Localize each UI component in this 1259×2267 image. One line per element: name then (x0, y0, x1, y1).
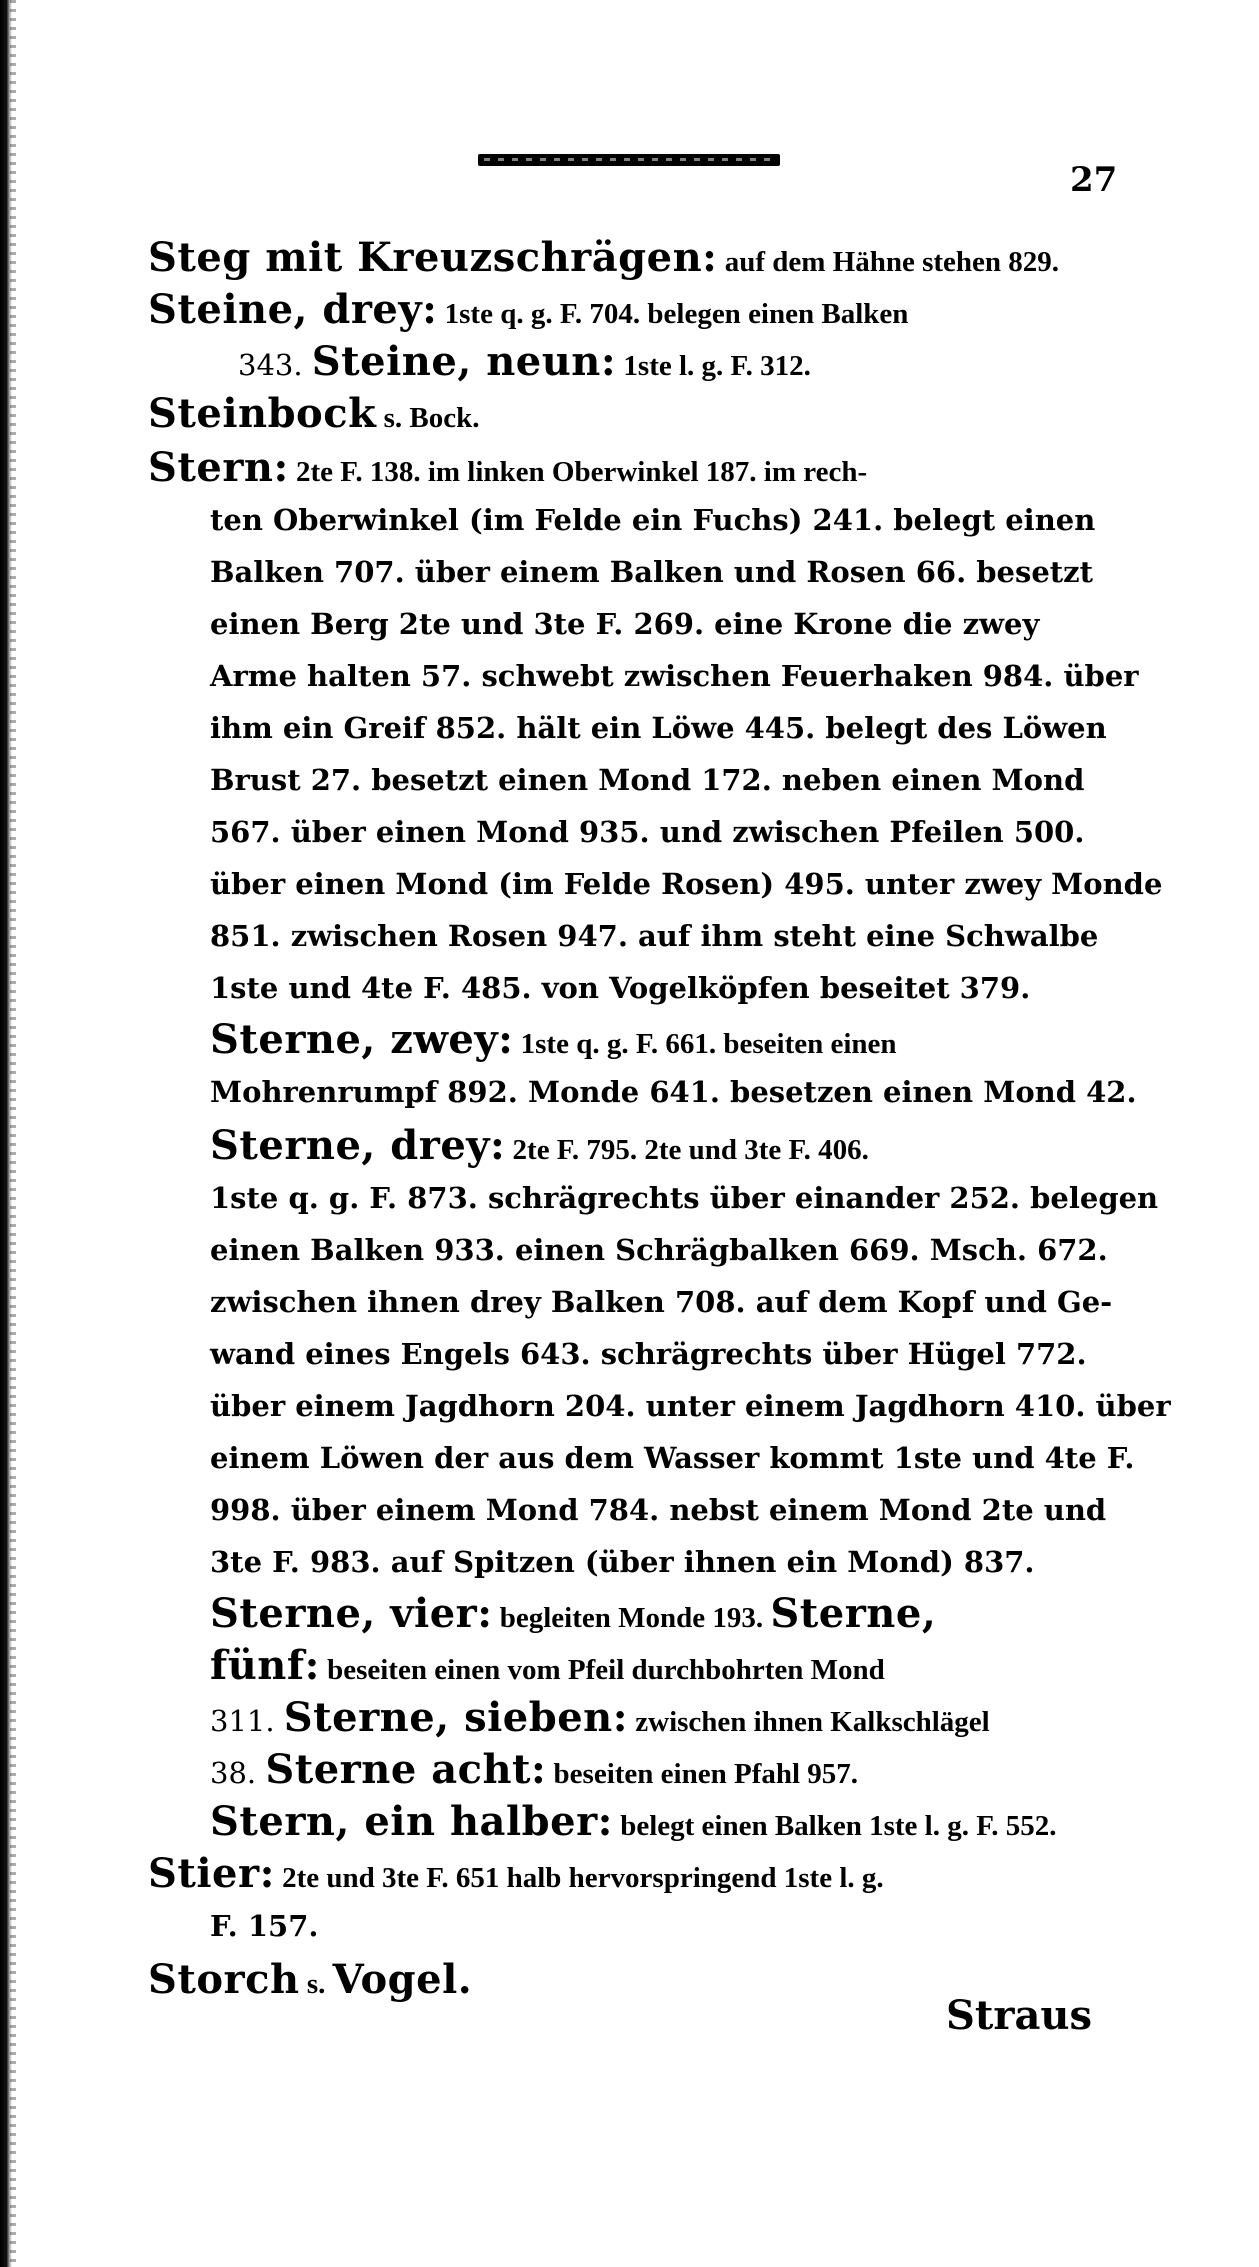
index-entry-steg (148, 232, 1059, 284)
index-entry-sterne-acht (210, 1744, 858, 1796)
entry-continuation: F. 157. (210, 1909, 319, 1943)
page-reference: 343. (238, 348, 312, 382)
entry-continuation: 1ste q. g. F. 873. schrägrechts über einander 252. belegen (210, 1181, 1159, 1215)
entry-text: belegt einen Balken 1ste l. g. F. 552. (612, 1810, 1057, 1842)
headword: Sterne, sieben: (283, 1694, 628, 1741)
headword: Steine, neun: (311, 338, 617, 385)
entry-text: begleiten Monde 193. (492, 1602, 771, 1634)
headword: Stern: (148, 444, 289, 491)
index-entry-sterne-drey (210, 1120, 869, 1172)
headword: Stier: (148, 1850, 275, 1897)
entry-text: 2te F. 795. 2te und 3te F. 406. (505, 1134, 869, 1166)
entry-text: 1ste l. g. F. 312. (616, 350, 811, 382)
entry-text: zwischen ihnen Kalkschlägel (628, 1706, 990, 1738)
index-entry-steinbock (148, 388, 479, 440)
index-entry-sterne-sieben (210, 1692, 990, 1744)
entry-continuation: 998. über einem Mond 784. nebst einem Mond 2te und (210, 1493, 1107, 1527)
entry-continuation: 567. über einen Mond 935. und zwischen Pfeilen 500. (210, 815, 1085, 849)
entry-continuation: einen Berg 2te und 3te F. 269. eine Krone die zwey (210, 607, 1040, 641)
entry-text: beseiten einen Pfahl 957. (546, 1758, 859, 1790)
entry-text: 2te F. 138. im linken Oberwinkel 187. im rech- (288, 456, 868, 488)
entry-text: beseiten einen vom Pfeil durchbohrten Mond (319, 1654, 885, 1686)
index-entry-steine-drey (148, 284, 1128, 336)
cross-reference: Vogel. (332, 1956, 473, 2003)
entry-text: s. Bock. (376, 402, 480, 434)
entry-text: s. (299, 1968, 333, 2000)
headword: Stern, ein halber: (210, 1798, 613, 1845)
headword: Storch (148, 1956, 300, 2003)
entry-continuation: Balken 707. über einem Balken und Rosen 66. besetzt (210, 555, 1094, 589)
headword: Sterne, vier: (210, 1590, 493, 1637)
headword: Sterne acht: (265, 1746, 547, 1793)
entry-continuation: 851. zwischen Rosen 947. auf ihm steht eine Schwalbe (210, 919, 1099, 953)
entry-continuation: über einen Mond (im Felde Rosen) 495. unter zwey Monde (210, 867, 1163, 901)
page-number: 27 (1070, 160, 1118, 200)
headword: Sterne, drey: (210, 1122, 506, 1169)
entry-continuation: Arme halten 57. schwebt zwischen Feuerhaken 984. über (210, 659, 1139, 693)
entry-continuation: einem Löwen der aus dem Wasser kommt 1ste und 4te F. (210, 1441, 1135, 1475)
page-reference: 311. (210, 1704, 284, 1738)
entry-continuation: 3te F. 983. auf Spitzen (über ihnen ein Mond) 837. (210, 1545, 1035, 1579)
entry-continuation: Mohrenrumpf 892. Monde 641. besetzen einen Mond 42. (210, 1075, 1137, 1109)
headword: Steinbock (148, 390, 377, 437)
headword: Steg mit Kreuzschrägen: (148, 234, 718, 281)
index-entry-stern-ein-halber (210, 1796, 1057, 1848)
index-entry-sterne-zwey (210, 1014, 897, 1066)
entry-continuation: ten Oberwinkel (im Felde ein Fuchs) 241. belegt einen (210, 503, 1096, 537)
entry-text: 1ste q. g. F. 661. beseiten einen (513, 1028, 897, 1060)
entry-continuation: 1ste und 4te F. 485. von Vogelköpfen beseitet 379. (210, 971, 1031, 1005)
headword: Steine, drey: (148, 286, 438, 333)
index-entry-stier (148, 1848, 884, 1900)
entry-continuation: über einem Jagdhorn 204. unter einem Jagdhorn 410. über (210, 1389, 1171, 1423)
entry-continuation: ihm ein Greif 852. hält ein Löwe 445. belegt des Löwen (210, 711, 1107, 745)
headword: fünf: (210, 1642, 320, 1689)
index-entry-stern (148, 442, 867, 494)
entry-continuation: zwischen ihnen drey Balken 708. auf dem Kopf und Ge- (210, 1285, 1113, 1319)
index-entry-steine-neun (238, 336, 811, 388)
headword: Sterne, (770, 1590, 937, 1637)
page-reference: 38. (210, 1756, 266, 1790)
entry-continuation: einen Balken 933. einen Schrägbalken 669. Msch. 672. (210, 1233, 1108, 1267)
entry-continuation: wand eines Engels 643. schrägrechts über Hügel 772. (210, 1337, 1087, 1371)
entry-text: auf dem Hähne stehen 829. (717, 246, 1060, 278)
entry-continuation: Brust 27. besetzt einen Mond 172. neben einen Mond (210, 763, 1085, 797)
index-entry-sterne-fuenf (210, 1640, 885, 1692)
headword: Sterne, zwey: (210, 1016, 514, 1063)
page-binding-shadow (10, 0, 16, 2267)
header-ornament-rule (478, 154, 780, 166)
catchword: Straus (946, 1992, 1092, 2039)
index-entry-storch (148, 1954, 472, 2006)
entry-text: 1ste q. g. F. 704. belegen einen Balken (437, 298, 909, 330)
index-entry-sterne-vier (210, 1588, 936, 1640)
entry-text: 2te und 3te F. 651 halb hervorspringend 1ste l. g. (274, 1862, 884, 1894)
